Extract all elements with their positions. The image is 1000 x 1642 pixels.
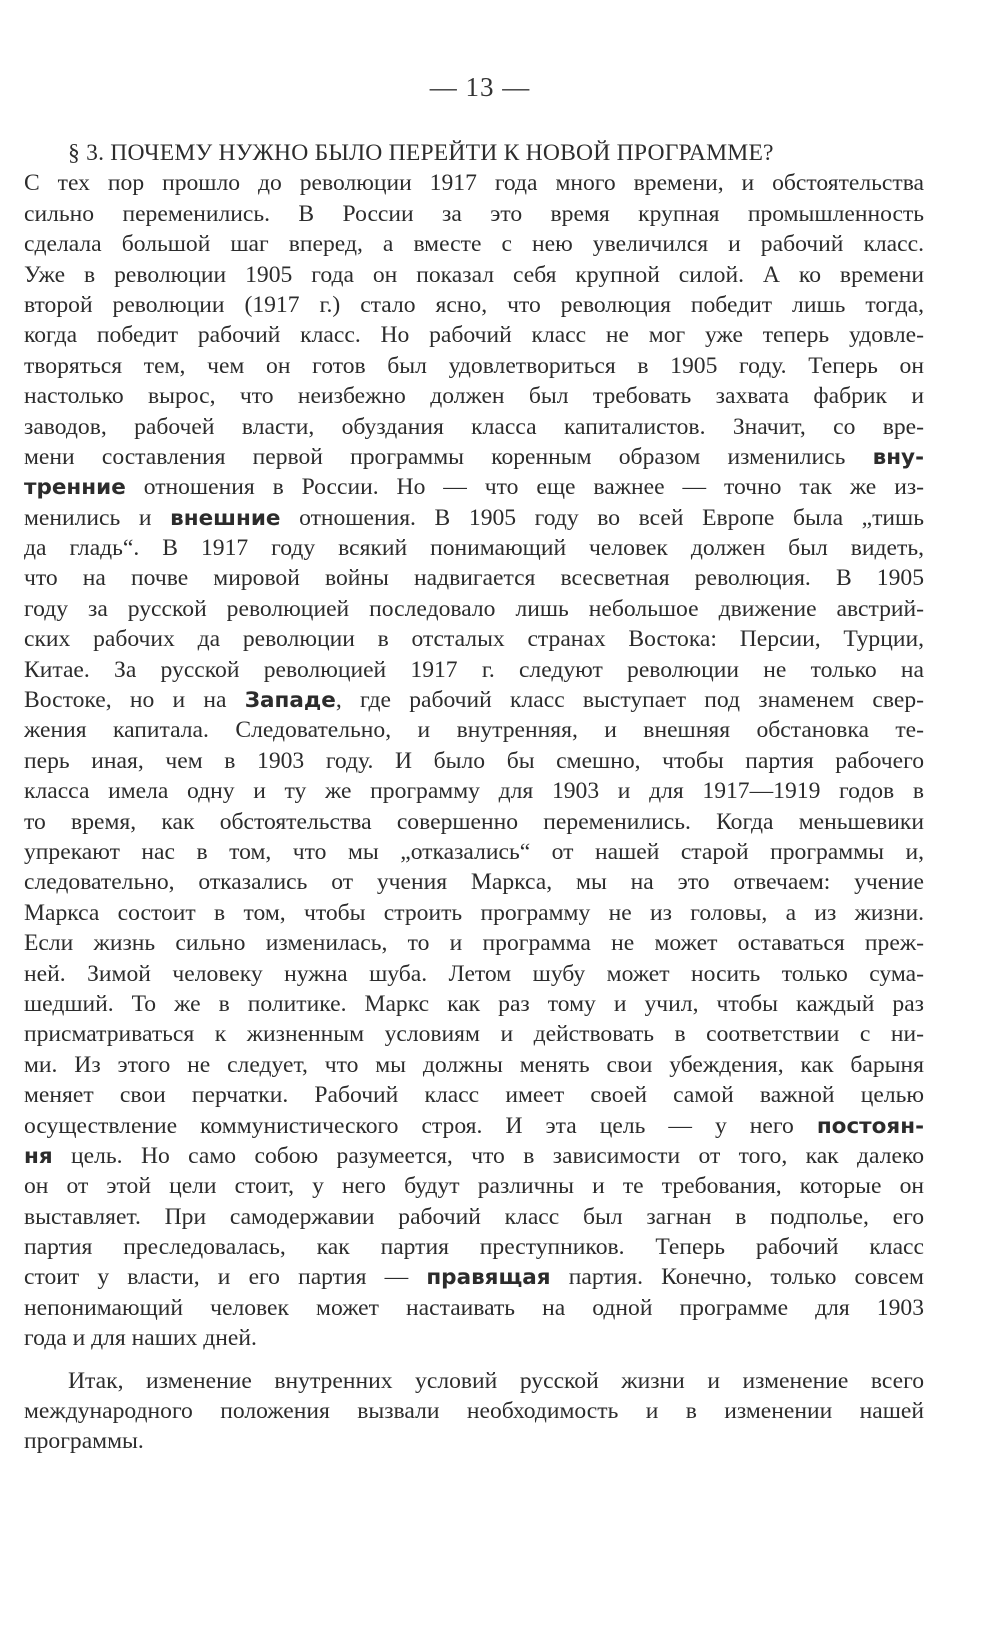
text-line: сильно переменились. В России за это время крупная промышленность — [24, 200, 924, 227]
text-line: то время, как обстоятельства совершенно переменились. Когда меньшевики — [24, 808, 924, 835]
paragraph-2 — [24, 1366, 924, 1457]
emphasis-text: тренние — [24, 475, 126, 501]
page-number: — 13 — — [429, 72, 531, 102]
text-line: С тех пор прошло до революции 1917 года много времени, и обстоятельства — [24, 170, 924, 197]
text-line: Маркса состоит в том, чтобы строить программу не из головы, а из жизни. — [24, 899, 924, 926]
body-text — [24, 138, 924, 1457]
text-line: ней. Зимой человеку нужна шуба. Летом шубу может носить только сума- — [24, 960, 924, 987]
emphasis-text: ня — [24, 1143, 53, 1169]
text-line: творяться тем, чем он готов был удовлетвориться в 1905 году. Теперь он — [24, 352, 924, 379]
text-line: международного положения вызвали необходимость и в изменении нашей — [24, 1398, 924, 1425]
text-line: года и для наших дней. — [24, 1325, 257, 1352]
text-line: ских рабочих да революции в отсталых странах Востока: Персии, Турции, — [24, 626, 924, 653]
text-line: да гладь“. В 1917 году всякий понимающий человек должен был видеть, — [24, 535, 924, 562]
text-line: мени составления первой программы коренным образом изменились вну- — [24, 443, 924, 470]
text-line: второй революции (1917 г.) стало ясно, что революция победит лишь тогда, — [24, 291, 924, 318]
text-line: сделала большой шаг вперед, а вместе с нею увеличился и рабочий класс. — [24, 231, 924, 258]
text-line: году за русской революцией последовало лишь небольшое движение австрий- — [24, 595, 924, 622]
text-line: класса имела одну и ту же программу для 1903 и для 1917—1919 годов в — [24, 778, 924, 805]
text-line: Итак, изменение внутренних условий русской жизни и изменение всего — [68, 1367, 924, 1394]
text-line: партия преследовалась, как партия преступников. Теперь рабочий класс — [24, 1234, 924, 1261]
text-line: ми. Из этого не следует, что мы должны менять свои убеждения, как барыня — [24, 1051, 924, 1078]
text-line: Востоке, но и на Западе, где рабочий класс выступает под знаменем свер- — [24, 687, 924, 714]
emphasis-text: правящая — [426, 1265, 551, 1291]
text-line: стоит у власти, и его партия — правящая партия. Конечно, только совсем — [24, 1264, 924, 1291]
text-line: непонимающий человек может настаивать на одной программе для 1903 — [24, 1294, 924, 1321]
text-line: упрекают нас в том, что мы „отказались“ от нашей старой программы и, — [24, 838, 924, 865]
text-line: перь иная, чем в 1903 году. И было бы смешно, чтобы партия рабочего — [24, 747, 924, 774]
text-line: следовательно, отказались от учения Маркса, мы на это отвечаем: учение — [24, 869, 924, 896]
text-line: ня цель. Но само собою разумеется, что в зависимости от того, как далеко — [24, 1142, 924, 1169]
emphasis-text: вну- — [872, 444, 924, 470]
text-line: шедший. То же в политике. Маркс как раз тому и учил, чтобы каждый раз — [24, 990, 924, 1017]
emphasis-text: Западе — [244, 688, 336, 714]
text-line: Китае. За русской революцией 1917 г. следуют революции не только на — [24, 656, 924, 683]
text-line: программы. — [24, 1428, 144, 1455]
emphasis-text: внешние — [170, 505, 281, 531]
section-heading-text: § 3. ПОЧЕМУ НУЖНО БЫЛО ПЕРЕЙТИ К НОВОЙ ПРОГРАММЕ? — [68, 140, 774, 166]
text-line: настолько вырос, что неизбежно должен был требовать захвата фабрик и — [24, 383, 924, 410]
section-heading — [24, 138, 924, 168]
text-line: жения капитала. Следовательно, и внутренняя, и внешняя обстановка те- — [24, 717, 924, 744]
paragraph-gap — [24, 1354, 924, 1366]
text-line: Уже в революции 1905 года он показал себя крупной силой. А ко времени — [24, 261, 924, 288]
text-line: менились и внешние отношения. В 1905 году во всей Европе была „тишь — [24, 504, 924, 531]
emphasis-text: постоян- — [816, 1113, 924, 1139]
text-line: тренние отношения в России. Но — что еще важнее — точно так же из- — [24, 474, 924, 501]
text-line: выставляет. При самодержавии рабочий класс был загнан в подполье, его — [24, 1203, 924, 1230]
text-line: он от этой цели стоит, у него будут различны и те требования, которые он — [24, 1173, 924, 1200]
paragraph-1 — [24, 168, 924, 1353]
text-line: когда победит рабочий класс. Но рабочий класс не мог уже теперь удовле- — [24, 322, 924, 349]
text-line: что на почве мировой войны надвигается всесветная революция. В 1905 — [24, 565, 924, 592]
text-line: присматриваться к жизненным условиям и действовать в соответствии с ни- — [24, 1021, 924, 1048]
text-line: осуществление коммунистического строя. И эта цель — у него постоян- — [24, 1112, 924, 1139]
text-line: меняет свои перчатки. Рабочий класс имеет своей самой важной целью — [24, 1082, 924, 1109]
text-line: Если жизнь сильно изменилась, то и программа не может оставаться преж- — [24, 930, 924, 957]
text-line: заводов, рабочей власти, обуздания класса капиталистов. Значит, со вре- — [24, 413, 924, 440]
